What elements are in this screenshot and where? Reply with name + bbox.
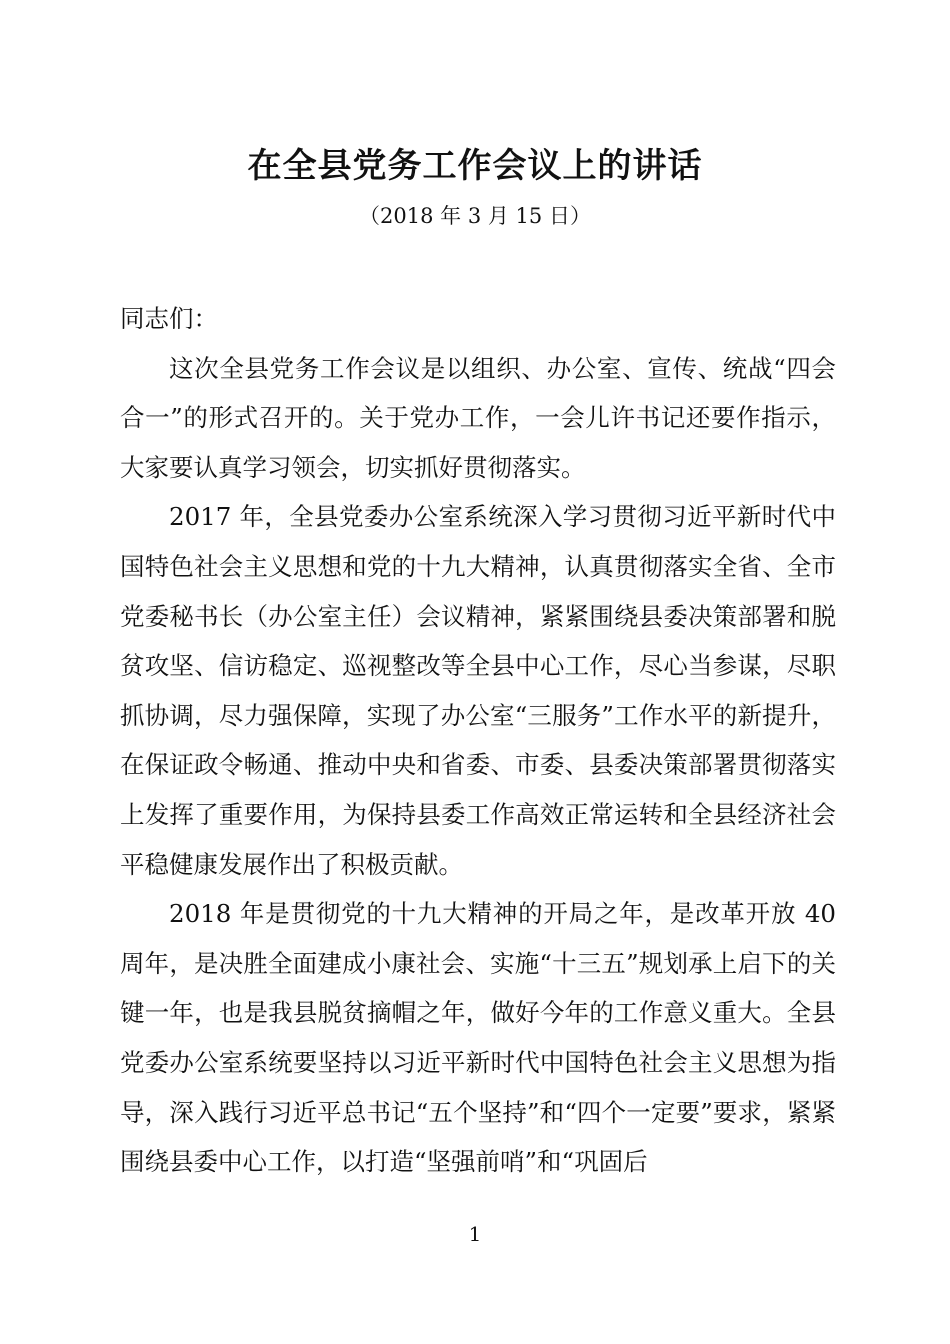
paragraph-1: 这次全县党务工作会议是以组织、办公室、宣传、统战“四会合一”的形式召开的。关于党办工作，一会儿许书记还要作指示，大家要认真学习领会，切实抓好贯彻落实。 bbox=[120, 353, 836, 482]
page-number: 1 bbox=[468, 1222, 482, 1246]
document-body bbox=[120, 294, 836, 1187]
paragraph-2: 2017 年，全县党委办公室系统深入学习贯彻习近平新时代中国特色社会主义思想和党的十九大精神，认真贯彻落实全省、全市党委秘书长（办公室主任）会议精神，紧紧围绕县委决策部署和脱贫攻坚、信访稳定、巡视整改等全县中心工作，尽心当参谋，尽职抓协调，尽力强保障，实现了办公室“三服务”工作水平的新提升，在保证政令畅通、推动中央和省委、市委、县委决策部署贯彻落实上发挥了重要作用，为保持县委工作高效正常运转和全县经济社会平稳健康发展作出了积极贡献。 bbox=[120, 502, 836, 879]
paragraph-3: 2018 年是贯彻党的十九大精神的开局之年，是改革开放 40 周年，是决胜全面建成小康社会、实施“十三五”规划承上启下的关键一年，也是我县脱贫摘帽之年，做好今年的工作意义重大。全县党委办公室系统要坚持以习近平新时代中国特色社会主义思想为指导，深入践行习近平总书记“五个坚持”和“四个一定要”要求，紧紧围绕县委中心工作，以打造“坚强前哨”和“巩固后 bbox=[120, 899, 836, 1177]
greeting: 同志们： bbox=[120, 304, 218, 333]
document-date: （2018 年 3 月 15 日） bbox=[359, 204, 591, 228]
document-title: 在全县党务工作会议上的讲话 bbox=[247, 146, 703, 186]
